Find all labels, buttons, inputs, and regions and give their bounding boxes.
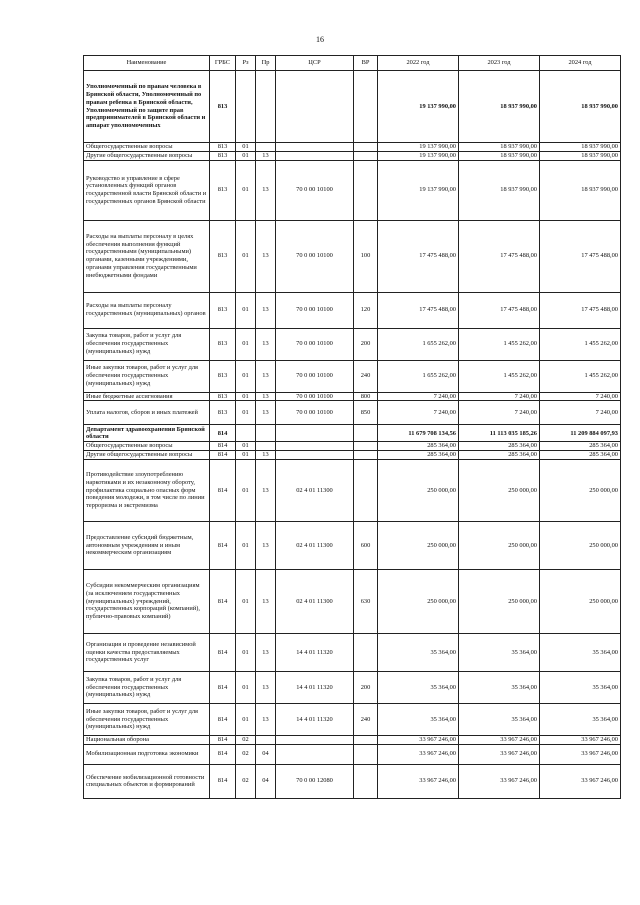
cell-2022: 250 000,00: [378, 460, 459, 522]
cell-csr: 02 4 01 11300: [276, 522, 354, 570]
cell-rz: [236, 425, 256, 442]
cell-2024: 250 000,00: [540, 460, 621, 522]
cell-2024: 18 937 990,00: [540, 160, 621, 220]
cell-2022: 33 967 246,00: [378, 764, 459, 798]
cell-csr: 14 4 01 11320: [276, 634, 354, 672]
cell-2023: 7 240,00: [459, 392, 540, 401]
cell-grbs: 813: [210, 328, 236, 360]
cell-2022: 17 475 488,00: [378, 292, 459, 328]
cell-pr: 13: [256, 704, 276, 736]
cell-2023: 18 937 990,00: [459, 143, 540, 152]
cell-2023: 285 364,00: [459, 451, 540, 460]
cell-rz: 01: [236, 672, 256, 704]
cell-2023: 33 967 246,00: [459, 744, 540, 764]
cell-vr: [354, 736, 378, 745]
cell-2022: 11 679 708 134,56: [378, 425, 459, 442]
cell-grbs: 813: [210, 71, 236, 143]
cell-2023: 18 937 990,00: [459, 160, 540, 220]
header-pr: Пр: [256, 56, 276, 71]
cell-vr: [354, 634, 378, 672]
cell-2022: 35 364,00: [378, 672, 459, 704]
cell-name: Другие общегосударственные вопросы: [84, 451, 210, 460]
cell-2024: 18 937 990,00: [540, 143, 621, 152]
cell-name: Иные закупки товаров, работ и услуг для обеспечения государственных (муниципальных) нужд: [84, 360, 210, 392]
cell-name: Предоставление субсидий бюджетным, автономным учреждениям и иным некоммерческим организациям: [84, 522, 210, 570]
table-header-row: [84, 56, 621, 71]
cell-name: Уплата налогов, сборов и иных платежей: [84, 401, 210, 425]
cell-grbs: 813: [210, 160, 236, 220]
cell-grbs: 814: [210, 634, 236, 672]
cell-vr: [354, 451, 378, 460]
cell-csr: 70 0 00 10100: [276, 392, 354, 401]
table-row: [84, 151, 621, 160]
cell-csr: 70 0 00 10100: [276, 328, 354, 360]
cell-grbs: 813: [210, 143, 236, 152]
cell-name: Расходы на выплаты персоналу государственных (муниципальных) органов: [84, 292, 210, 328]
cell-grbs: 814: [210, 570, 236, 634]
cell-rz: 01: [236, 360, 256, 392]
table-row: [84, 425, 621, 442]
cell-2023: 11 113 035 185,26: [459, 425, 540, 442]
cell-vr: [354, 143, 378, 152]
cell-pr: 13: [256, 160, 276, 220]
table-row: [84, 451, 621, 460]
cell-csr: 70 0 00 10100: [276, 292, 354, 328]
cell-name: Закупка товаров, работ и услуг для обеспечения государственных (муниципальных) нужд: [84, 328, 210, 360]
cell-vr: [354, 71, 378, 143]
cell-vr: [354, 160, 378, 220]
cell-pr: 13: [256, 401, 276, 425]
cell-csr: [276, 143, 354, 152]
cell-2022: 1 655 262,00: [378, 360, 459, 392]
cell-2024: 250 000,00: [540, 522, 621, 570]
page-number: 16: [316, 35, 324, 44]
cell-rz: 02: [236, 744, 256, 764]
cell-vr: [354, 151, 378, 160]
cell-2024: 17 475 488,00: [540, 292, 621, 328]
cell-rz: 01: [236, 442, 256, 451]
cell-name: Иные закупки товаров, работ и услуг для обеспечения государственных (муниципальных) нужд: [84, 704, 210, 736]
cell-name: Иные бюджетные ассигнования: [84, 392, 210, 401]
cell-grbs: 814: [210, 736, 236, 745]
table-row: [84, 292, 621, 328]
cell-2022: 19 137 990,00: [378, 160, 459, 220]
cell-pr: 13: [256, 220, 276, 292]
table-row: [84, 522, 621, 570]
cell-name: Мобилизационная подготовка экономики: [84, 744, 210, 764]
cell-2024: 35 364,00: [540, 672, 621, 704]
cell-2023: 17 475 488,00: [459, 292, 540, 328]
cell-2023: 250 000,00: [459, 570, 540, 634]
cell-csr: [276, 736, 354, 745]
cell-grbs: 814: [210, 764, 236, 798]
cell-pr: 04: [256, 764, 276, 798]
cell-2023: 33 967 246,00: [459, 736, 540, 745]
cell-grbs: 814: [210, 744, 236, 764]
cell-grbs: 813: [210, 220, 236, 292]
table-row: [84, 328, 621, 360]
cell-rz: [236, 71, 256, 143]
cell-name: Общегосударственные вопросы: [84, 442, 210, 451]
cell-name: Руководство и управление в сфере установленных функций органов государственной власти Брянской области и государственных органов Брянской области: [84, 160, 210, 220]
cell-csr: 70 0 00 10100: [276, 220, 354, 292]
cell-csr: 14 4 01 11320: [276, 672, 354, 704]
budget-table: [83, 55, 621, 799]
cell-rz: 01: [236, 160, 256, 220]
cell-pr: 13: [256, 451, 276, 460]
cell-2022: 33 967 246,00: [378, 744, 459, 764]
cell-grbs: 814: [210, 451, 236, 460]
cell-pr: 13: [256, 634, 276, 672]
table-row: [84, 460, 621, 522]
header-name: Наименование: [84, 56, 210, 71]
table-row: [84, 570, 621, 634]
cell-2023: 18 937 990,00: [459, 151, 540, 160]
cell-pr: [256, 425, 276, 442]
table-row: [84, 220, 621, 292]
header-2022: 2022 год: [378, 56, 459, 71]
cell-vr: [354, 442, 378, 451]
cell-vr: 850: [354, 401, 378, 425]
cell-vr: [354, 425, 378, 442]
cell-vr: 200: [354, 672, 378, 704]
cell-name: Закупка товаров, работ и услуг для обеспечения государственных (муниципальных) нужд: [84, 672, 210, 704]
cell-csr: 70 0 00 12080: [276, 764, 354, 798]
header-grbs: ГРБС: [210, 56, 236, 71]
cell-pr: 13: [256, 522, 276, 570]
cell-rz: 01: [236, 220, 256, 292]
cell-csr: 70 0 00 10100: [276, 360, 354, 392]
cell-csr: [276, 71, 354, 143]
cell-rz: 02: [236, 736, 256, 745]
header-2023: 2023 год: [459, 56, 540, 71]
table-row: [84, 360, 621, 392]
cell-2023: 18 937 990,00: [459, 71, 540, 143]
cell-2022: 33 967 246,00: [378, 736, 459, 745]
cell-pr: 13: [256, 392, 276, 401]
cell-grbs: 813: [210, 292, 236, 328]
cell-csr: [276, 442, 354, 451]
cell-pr: 13: [256, 360, 276, 392]
cell-2024: 33 967 246,00: [540, 764, 621, 798]
table-row: [84, 143, 621, 152]
cell-2023: 285 364,00: [459, 442, 540, 451]
cell-vr: 240: [354, 704, 378, 736]
cell-grbs: 813: [210, 401, 236, 425]
cell-csr: 70 0 00 10100: [276, 401, 354, 425]
cell-csr: 70 0 00 10100: [276, 160, 354, 220]
cell-2022: 285 364,00: [378, 451, 459, 460]
cell-2024: 11 209 884 097,93: [540, 425, 621, 442]
cell-csr: [276, 451, 354, 460]
table-row: [84, 392, 621, 401]
cell-rz: 01: [236, 401, 256, 425]
cell-rz: 01: [236, 328, 256, 360]
cell-2022: 17 475 488,00: [378, 220, 459, 292]
cell-2024: 7 240,00: [540, 392, 621, 401]
cell-name: Другие общегосударственные вопросы: [84, 151, 210, 160]
cell-name: Противодействие злоупотреблению наркотиками и их незаконному обороту, профилактика социально опасных форм поведения молодежи, в том числе по линии терроризма и экстремизма: [84, 460, 210, 522]
cell-2024: 7 240,00: [540, 401, 621, 425]
header-vr: ВР: [354, 56, 378, 71]
table-row: [84, 736, 621, 745]
cell-rz: 01: [236, 151, 256, 160]
cell-pr: 13: [256, 460, 276, 522]
cell-csr: 14 4 01 11320: [276, 704, 354, 736]
cell-vr: [354, 764, 378, 798]
cell-rz: 01: [236, 522, 256, 570]
cell-2023: 250 000,00: [459, 460, 540, 522]
cell-pr: [256, 736, 276, 745]
cell-2024: 35 364,00: [540, 704, 621, 736]
cell-grbs: 813: [210, 392, 236, 401]
cell-2022: 7 240,00: [378, 401, 459, 425]
table-row: [84, 160, 621, 220]
cell-csr: 02 4 01 11300: [276, 460, 354, 522]
table-row: [84, 401, 621, 425]
cell-2024: 285 364,00: [540, 442, 621, 451]
cell-grbs: 814: [210, 425, 236, 442]
cell-2023: 35 364,00: [459, 634, 540, 672]
cell-name: Департамент здравоохранения Брянской области: [84, 425, 210, 442]
cell-vr: 120: [354, 292, 378, 328]
cell-pr: 13: [256, 151, 276, 160]
cell-pr: [256, 143, 276, 152]
cell-name: Общегосударственные вопросы: [84, 143, 210, 152]
header-csr: ЦСР: [276, 56, 354, 71]
cell-rz: 01: [236, 143, 256, 152]
cell-2023: 250 000,00: [459, 522, 540, 570]
cell-2023: 7 240,00: [459, 401, 540, 425]
cell-vr: 240: [354, 360, 378, 392]
cell-2022: 35 364,00: [378, 704, 459, 736]
cell-csr: [276, 744, 354, 764]
cell-grbs: 813: [210, 360, 236, 392]
cell-rz: 01: [236, 451, 256, 460]
cell-2024: 18 937 990,00: [540, 151, 621, 160]
cell-pr: 13: [256, 570, 276, 634]
table-row: [84, 71, 621, 143]
cell-2022: 1 655 262,00: [378, 328, 459, 360]
cell-pr: [256, 442, 276, 451]
cell-grbs: 814: [210, 672, 236, 704]
cell-2023: 35 364,00: [459, 672, 540, 704]
cell-rz: 01: [236, 634, 256, 672]
cell-name: Национальная оборона: [84, 736, 210, 745]
cell-name: Субсидии некоммерческим организациям (за исключением государственных (муниципальных) учреждений, государственных корпораций (компаний), публично-правовых компаний): [84, 570, 210, 634]
cell-vr: 630: [354, 570, 378, 634]
cell-2022: 19 137 990,00: [378, 151, 459, 160]
cell-2024: 17 475 488,00: [540, 220, 621, 292]
table-row: [84, 672, 621, 704]
table-body: [84, 71, 621, 799]
cell-2022: 250 000,00: [378, 522, 459, 570]
cell-pr: 13: [256, 328, 276, 360]
cell-pr: 04: [256, 744, 276, 764]
cell-rz: 01: [236, 460, 256, 522]
cell-2024: 33 967 246,00: [540, 744, 621, 764]
cell-rz: 01: [236, 292, 256, 328]
cell-grbs: 813: [210, 151, 236, 160]
cell-2022: 19 137 990,00: [378, 71, 459, 143]
cell-pr: [256, 71, 276, 143]
cell-grbs: 814: [210, 460, 236, 522]
cell-name: Обеспечение мобилизационной готовности специальных объектов и формирований: [84, 764, 210, 798]
cell-2024: 250 000,00: [540, 570, 621, 634]
table-row: [84, 764, 621, 798]
cell-grbs: 814: [210, 442, 236, 451]
cell-vr: 200: [354, 328, 378, 360]
table-row: [84, 442, 621, 451]
cell-pr: 13: [256, 292, 276, 328]
header-rz: Рз: [236, 56, 256, 71]
cell-2023: 33 967 246,00: [459, 764, 540, 798]
cell-2023: 1 455 262,00: [459, 360, 540, 392]
cell-vr: 100: [354, 220, 378, 292]
cell-2024: 35 364,00: [540, 634, 621, 672]
cell-2023: 17 475 488,00: [459, 220, 540, 292]
cell-grbs: 814: [210, 522, 236, 570]
cell-2024: 285 364,00: [540, 451, 621, 460]
cell-pr: 13: [256, 672, 276, 704]
table-row: [84, 634, 621, 672]
cell-2024: 18 937 990,00: [540, 71, 621, 143]
header-2024: 2024 год: [540, 56, 621, 71]
cell-csr: [276, 151, 354, 160]
cell-2024: 33 967 246,00: [540, 736, 621, 745]
cell-vr: 600: [354, 522, 378, 570]
cell-vr: [354, 460, 378, 522]
cell-rz: 01: [236, 392, 256, 401]
cell-2023: 1 455 262,00: [459, 328, 540, 360]
cell-2022: 7 240,00: [378, 392, 459, 401]
cell-rz: 01: [236, 570, 256, 634]
cell-grbs: 814: [210, 704, 236, 736]
cell-name: Расходы на выплаты персоналу в целях обеспечения выполнения функций государственными (муниципальными) органами, казенными учреждениями, органами управления государственными внебюджетными фондами: [84, 220, 210, 292]
cell-rz: 02: [236, 764, 256, 798]
cell-csr: 02 4 01 11300: [276, 570, 354, 634]
cell-vr: [354, 744, 378, 764]
cell-2022: 250 000,00: [378, 570, 459, 634]
cell-csr: [276, 425, 354, 442]
cell-rz: 01: [236, 704, 256, 736]
cell-2023: 35 364,00: [459, 704, 540, 736]
cell-2022: 285 364,00: [378, 442, 459, 451]
cell-2022: 35 364,00: [378, 634, 459, 672]
table-row: [84, 744, 621, 764]
cell-2022: 19 137 990,00: [378, 143, 459, 152]
table-row: [84, 704, 621, 736]
cell-name: Организация и проведение независимой оценки качества предоставляемых государственных услуг: [84, 634, 210, 672]
cell-2024: 1 455 262,00: [540, 360, 621, 392]
cell-name: Уполномоченный по правам человека в Брянской области, Уполномоченный по правам ребенка в Брянской области, Уполномоченный по защите прав предпринимателей в Брянской области и аппарат уполномоченных: [84, 71, 210, 143]
cell-2024: 1 455 262,00: [540, 328, 621, 360]
cell-vr: 800: [354, 392, 378, 401]
